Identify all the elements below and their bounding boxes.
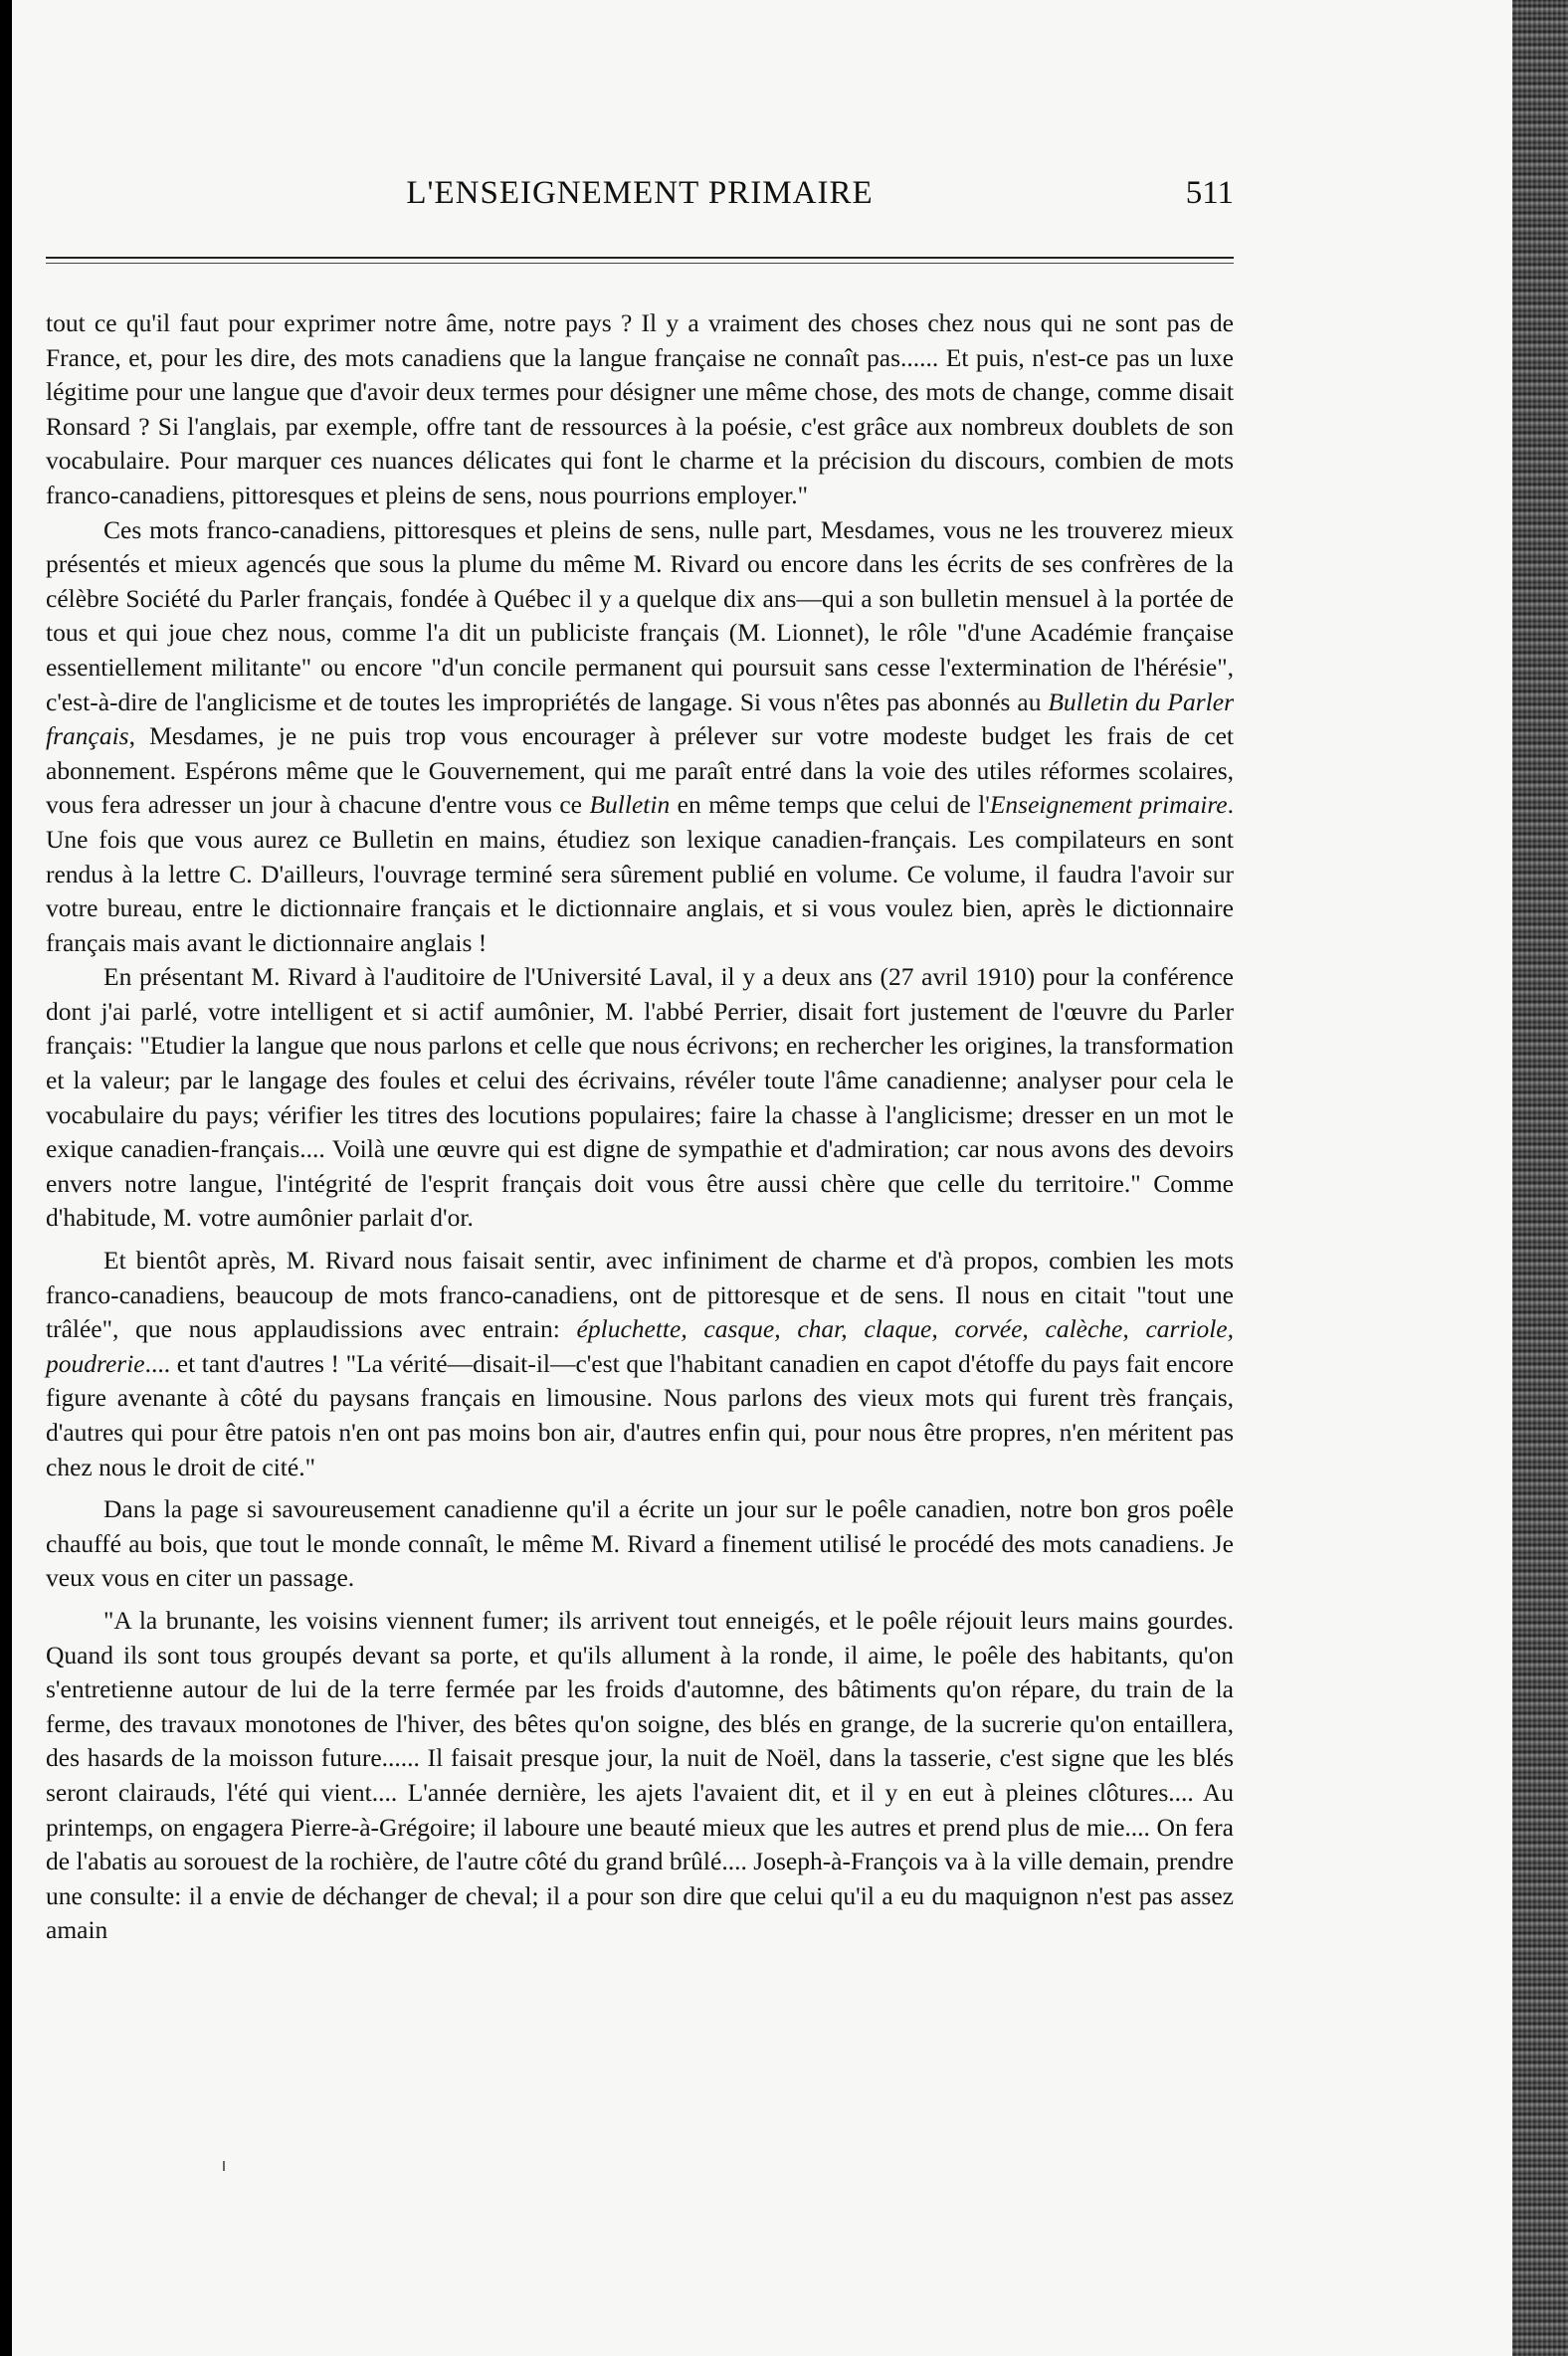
paragraph (46, 513, 1234, 961)
paragraph (46, 1604, 1234, 1948)
header-rule (46, 257, 1234, 259)
paragraph-text: , Mesdames, je ne puis trop vous encourager à prélever sur votre modeste budget les frais de cet abonnement. Espérons même que le Gouvernement, qui me paraît entré dans la voie des utiles réformes scolaires, vous fera adresser un jour à chacune d'entre vous ce (46, 721, 1234, 820)
running-title: L'ENSEIGNEMENT PRIMAIRE (406, 175, 874, 211)
paragraph-text: Ces mots franco-canadiens, pittoresques et pleins de sens, nulle part, Mesdames, vous ne les trouverez mieux présentés et mieux agencés que sous la plume du même M. Rivard ou encore dans les écrits de ses confrères de la célèbre Société du Parler français, fondée à Québec il y a quelque dix ans—qui a son bulletin mensuel à la portée de tous et qui joue chez nous, comme l'a dit un publiciste français (M. Lionnet), le rôle "d'une Académie française essentiellement militante" ou encore "d'un concile permanent qui poursuit sans cesse l'extermination de l'hérésie", c'est-à-dire de l'anglicisme et de toutes les impropriétés de langage. Si vous n'êtes pas abonnés au (46, 514, 1234, 716)
stray-mark (223, 2161, 225, 2171)
page-number: 511 (1185, 175, 1234, 211)
paragraph-text: .... et tant d'autres ! "La vérité—disait-il—c'est que l'habitant canadien en capot d'étoffe du pays fait encore figure avenante à côté du paysans français en limousine. Nous parlons des vieux mots qui furent très français, d'autres qui pour être patois n'en ont pas moins bon air, d'autres enfin qui, pour nous être propres, n'en méritent pas chez nous le droit de cité." (46, 1348, 1234, 1481)
italic-text: Bulletin (589, 790, 671, 820)
italic-text: épluchette, casque, char, claque, corvée, calèche, carriole, poudrerie (46, 1314, 1234, 1378)
paragraph-text: Et bientôt après, M. Rivard nous faisait sentir, avec infiniment de charme et d'à propos, combien les mots franco-canadiens, beaucoup de mots franco-canadiens, ont de pittoresque et de sens. Il nous en citait "tout une trâlée", que nous applaudissions avec entrain: (46, 1246, 1234, 1344)
paragraph-text: Dans la page si savoureusement canadienne qu'il a écrite un jour sur le poêle canadien, notre bon gros poêle chauffé au bois, que tout le monde connaît, le même M. Rivard a finement utilisé le procédé des mots canadiens. Je veux vous en citer un passage. (46, 1494, 1234, 1593)
paragraph-text: En présentant M. Rivard à l'auditoire de l'Université Laval, il y a deux ans (27 avril 1910) pour la conférence dont j'ai parlé, votre intelligent et si actif aumônier, M. l'abbé Perrier, disait fort justement de l'œuvre du Parler français: "Etudier la langue que nous parlons et celle que nous écrivons; en rechercher les origines, la transformation et la valeur; par le langage des foules et celui des écrivains, révéler toute l'âme canadienne; analyser pour cela le vocabulaire du pays; vérifier les titres des locutions populaires; faire la chasse à l'anglicisme; dresser en un mot le exique canadien-français.... Voilà une œuvre qui est digne de sympathie et d'admiration; car nous avons des devoirs envers notre langue, l'intégrité de l'esprit français doit vous être aussi chère que celle du territoire." Comme d'habitude, M. votre aumônier parlait d'or. (46, 962, 1234, 1233)
header-rule-thin (46, 263, 1234, 264)
paragraph-text: "A la brunante, les voisins viennent fumer; ils arrivent tout enneigés, et le poêle réjouit leurs mains gourdes. Quand ils sont tous groupés devant sa porte, et qu'ils allument à la ronde, il aime, le poêle des habitants, qu'on s'entretienne autour de lui de la terre fermée par les froids d'automne, des bâtiments qu'on répare, du train de la ferme, des travaux monotones de l'hiver, des bêtes qu'on soigne, des blés en grange, de la sucrerie qu'on entaillera, des hasards de la moisson future...... Il faisait presque jour, la nuit de Noël, dans la tasserie, c'est signe que les blés seront clairauds, l'été qui vient.... L'année dernière, les ajets l'avaient dit, et il y en eut à pleines clôtures.... Au printemps, on engagera Pierre-à-Grégoire; il laboure une beauté mieux que les autres et prend plus de mie.... On fera de l'abatis au sorouest de la rochière, de l'autre côté du grand brûlé.... Joseph-à-François va à la ville demain, prendre une consulte: il a envie de déchanger de cheval; il a pour son dire que celui qu'il a eu du maquignon n'est pas assez amain (46, 1605, 1234, 1945)
page-edge-binding (1512, 0, 1568, 2356)
body-text (46, 306, 1234, 1948)
italic-text: Bulletin du Parler français (46, 687, 1234, 751)
paragraph (46, 1492, 1234, 1596)
paragraph-text: . Une fois que vous aurez ce Bulletin en mains, étudiez son lexique canadien-français. Les compilateurs en sont rendus à la lettre C. D'ailleurs, l'ouvrage terminé sera sûrement publié en volume. Ce volume, il faudra l'avoir sur votre bureau, entre le dictionnaire français et le dictionnaire anglais, et si vous voulez bien, après le dictionnaire français mais avant le dictionnaire anglais ! (46, 790, 1235, 957)
paragraph-text: en même temps que celui de l' (670, 790, 990, 820)
italic-text: Enseignement primaire (989, 790, 1228, 820)
paragraph (46, 1244, 1234, 1484)
paragraph (46, 960, 1234, 1236)
paragraph (46, 306, 1234, 513)
paragraph-text: tout ce qu'il faut pour exprimer notre âme, notre pays ? Il y a vraiment des choses chez nous qui ne sont pas de France, et, pour les dire, des mots canadiens que la langue française ne connaît pas...... Et puis, n'est-ce pas un luxe légitime pour une langue que d'avoir deux termes pour désigner une même chose, des mots de change, comme disait Ronsard ? Si l'anglais, par exemple, offre tant de ressources à la poésie, c'est grâce aux nombreux doublets de son vocabulaire. Pour marquer ces nuances délicates qui font le charme et la précision du discours, combien de mots franco-canadiens, pittoresques et pleins de sens, nous pourrions employer." (46, 308, 1234, 509)
page-header (46, 175, 1234, 215)
